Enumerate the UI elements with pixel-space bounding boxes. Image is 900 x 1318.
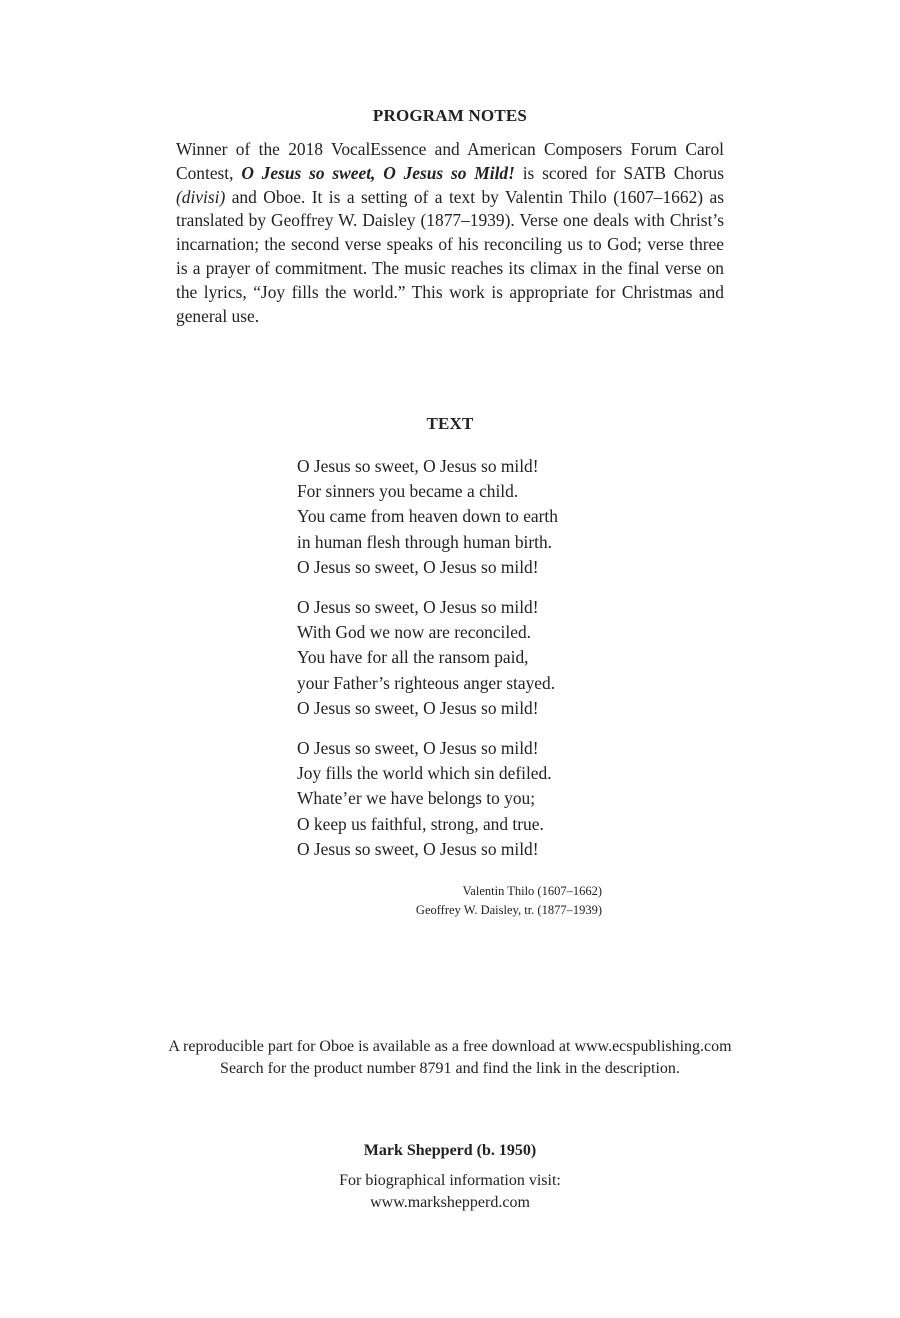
poem-line: O Jesus so sweet, O Jesus so mild!: [297, 738, 539, 759]
poem-line: For sinners you became a child.: [297, 481, 519, 502]
download-note-line-1: A reproducible part for Oboe is available as a free download at www.ecspublishing.com: [168, 1038, 732, 1055]
poem-line: O Jesus so sweet, O Jesus so mild!: [297, 556, 539, 577]
notes-intro: Winner of the 2018 VocalEssence and American Composers Forum Carol Contest,: [176, 139, 724, 183]
composer-block: [0, 1140, 900, 1214]
poem-line: Joy fills the world which sin defiled.: [297, 763, 552, 784]
program-notes-paragraph: [176, 138, 724, 328]
download-note: [0, 1036, 900, 1080]
carol-text: [297, 454, 637, 877]
stanza-1: [297, 454, 637, 580]
program-notes-heading: PROGRAM NOTES: [372, 106, 528, 125]
composer-website: www.markshepperd.com: [370, 1194, 530, 1211]
stanza-3: [297, 736, 637, 862]
poem-line: Whate’er we have belongs to you;: [297, 788, 536, 809]
poem-line: O Jesus so sweet, O Jesus so mild!: [297, 697, 539, 718]
notes-scored-for: is scored for SATB Chorus: [514, 162, 724, 183]
bio-label: For biographical information visit:: [339, 1172, 561, 1189]
poem-line: You came from heaven down to earth: [297, 506, 558, 527]
poem-line: O Jesus so sweet, O Jesus so mild!: [297, 456, 539, 476]
download-note-line-2: Search for the product number 8791 and find the link in the description.: [220, 1060, 680, 1077]
poem-line: in human flesh through human birth.: [297, 531, 553, 552]
text-heading: TEXT: [426, 414, 474, 433]
notes-body: and Oboe. It is a setting of a text by Valentin Thilo (1607–1662) as translated by Geoffrey W. Daisley (1877–1939). Verse one deals with Christ’s incarnation; the second verse speaks of his reconciling us to God; verse three is a prayer of commitment. The music reaches its climax in the final verse on the lyrics, “Joy fills the world.” This work is appropriate for Christmas and general use.: [176, 186, 724, 326]
translator-credit: Geoffrey W. Daisley, tr. (1877–1939): [415, 903, 602, 917]
poem-line: You have for all the ransom paid,: [297, 647, 529, 668]
text-attribution: [300, 882, 602, 920]
work-title: O Jesus so sweet, O Jesus so Mild!: [241, 162, 515, 183]
composer-name: Mark Shepperd (b. 1950): [363, 1142, 537, 1159]
stanza-2: [297, 595, 637, 721]
poem-line: O Jesus so sweet, O Jesus so mild!: [297, 597, 539, 618]
poem-line: With God we now are reconciled.: [297, 622, 531, 643]
divisi-term: (divisi): [176, 186, 226, 207]
poem-line: O Jesus so sweet, O Jesus so mild!: [297, 838, 539, 859]
poem-line: O keep us faithful, strong, and true.: [297, 813, 544, 834]
author-credit: Valentin Thilo (1607–1662): [462, 884, 602, 898]
poem-line: your Father’s righteous anger stayed.: [297, 672, 556, 693]
